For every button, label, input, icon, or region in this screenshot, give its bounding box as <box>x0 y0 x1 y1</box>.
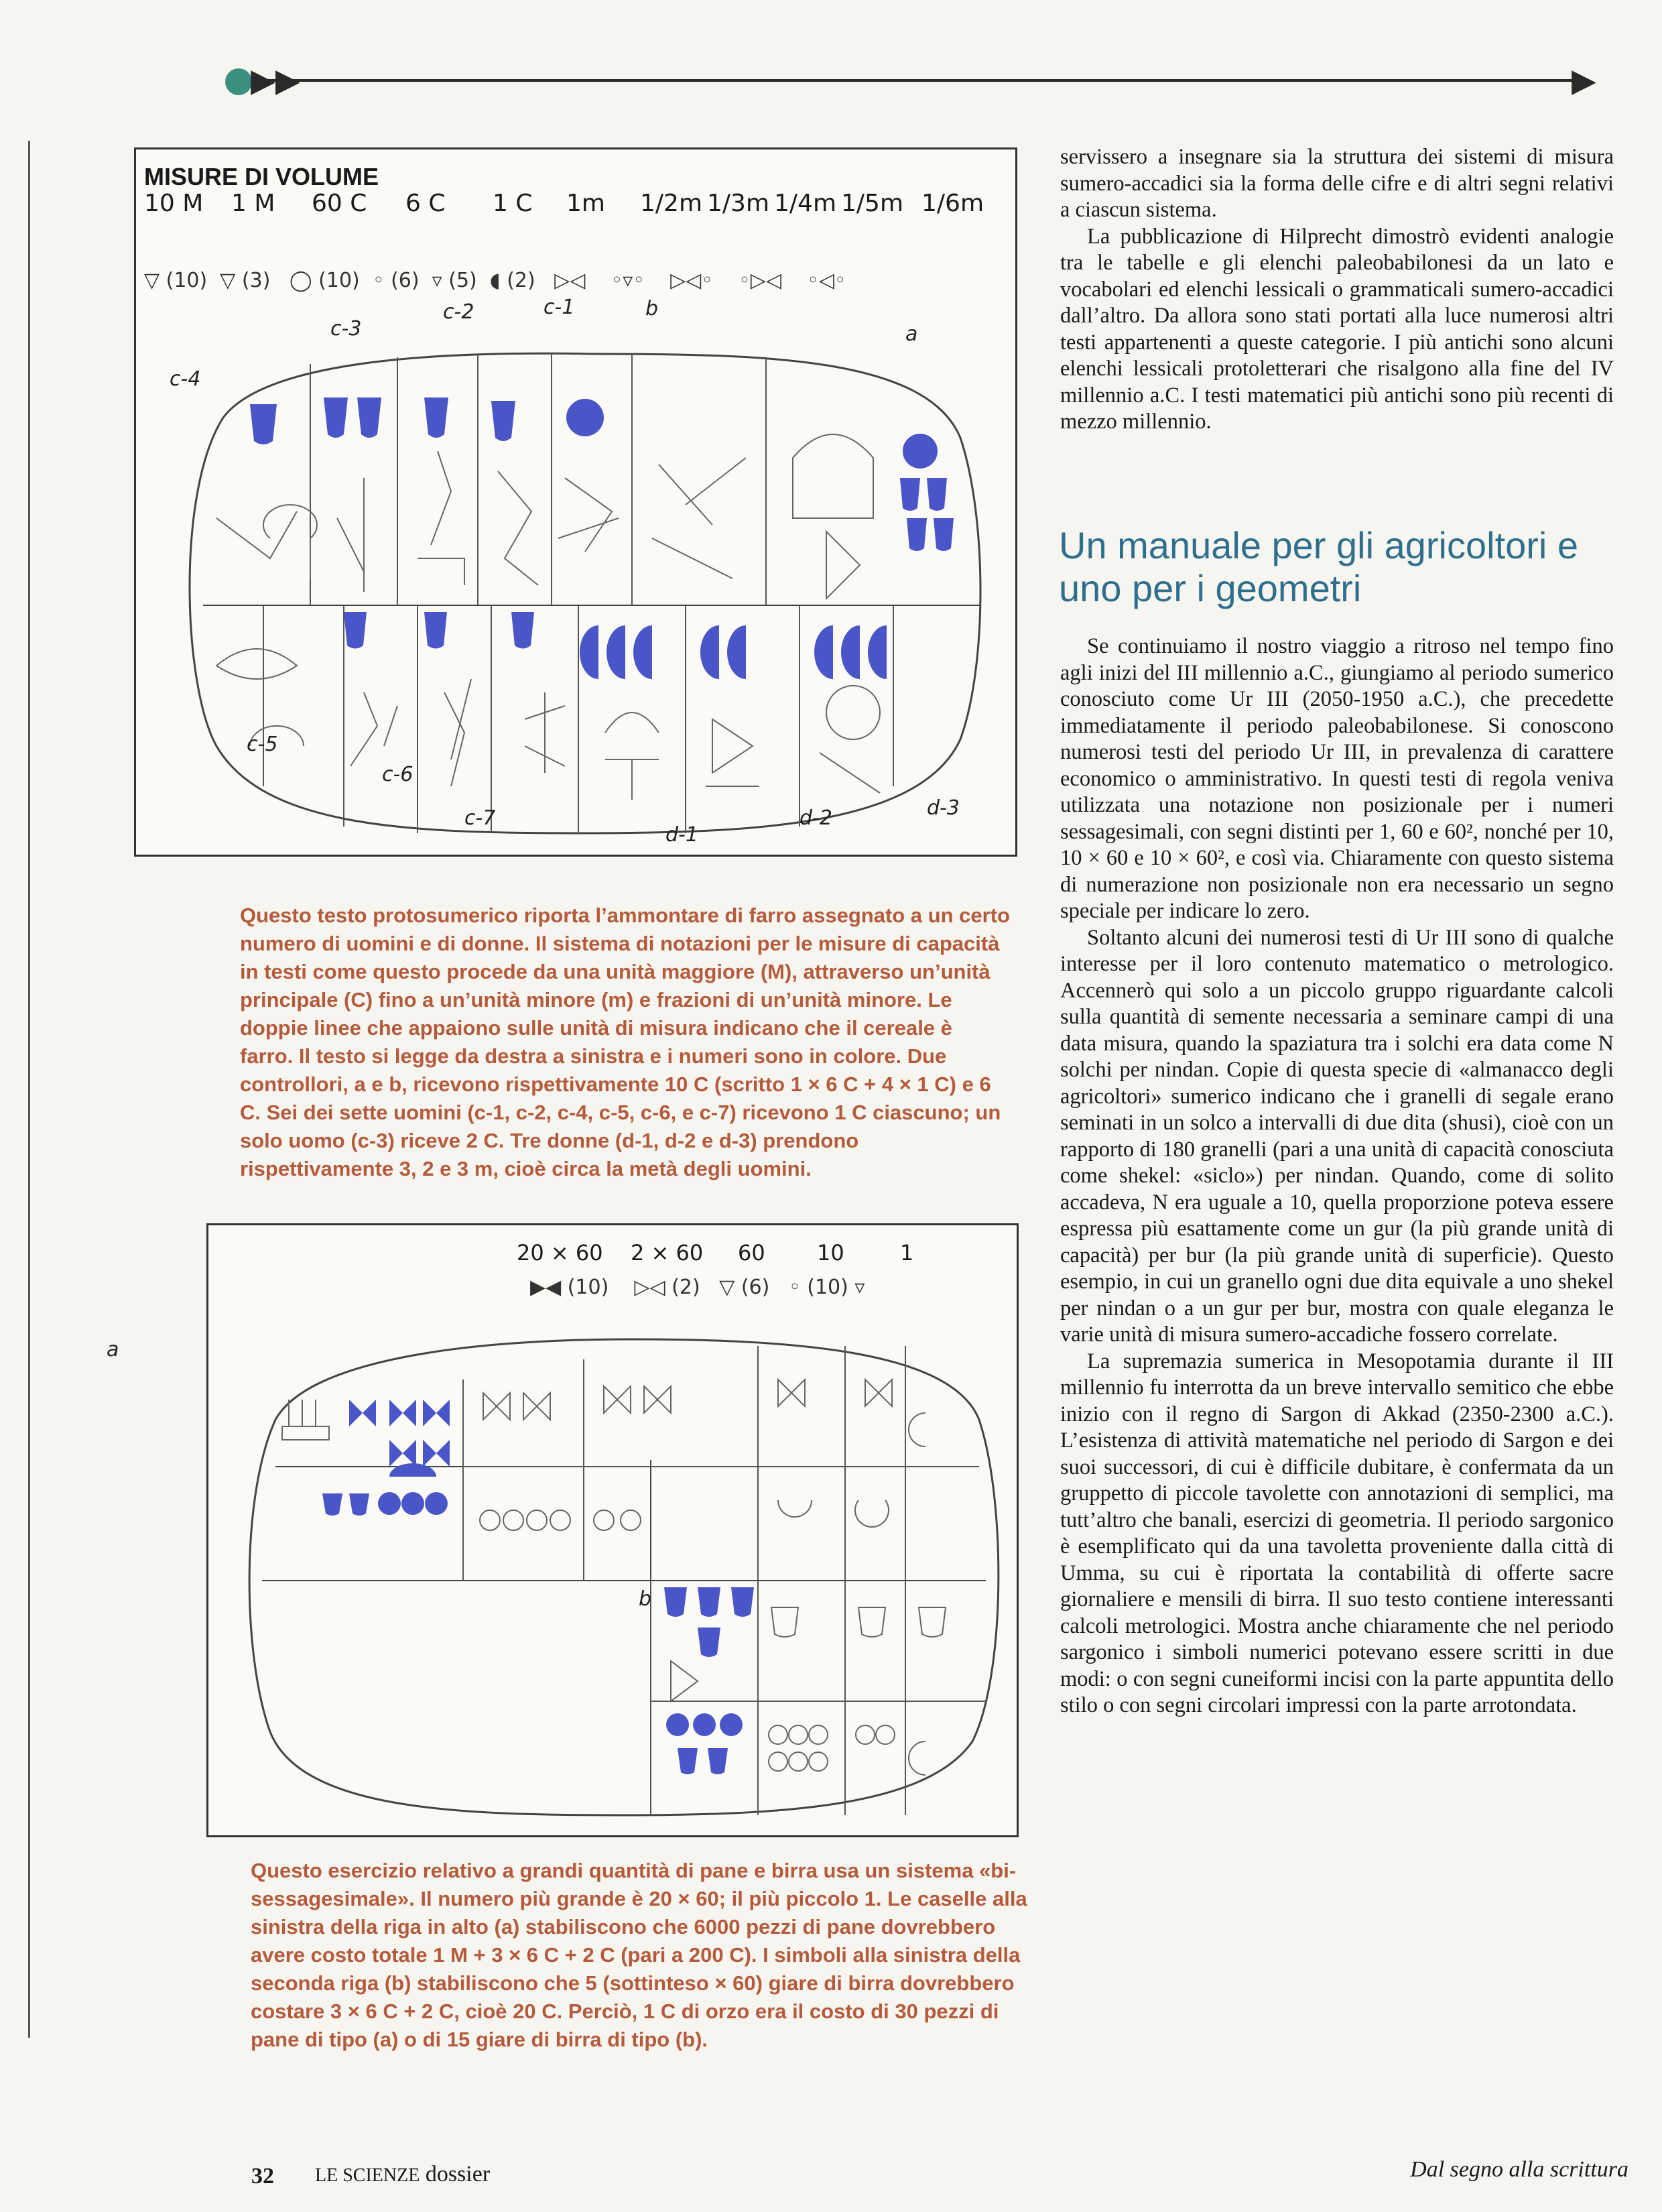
tablet-drawing <box>229 1326 1006 1822</box>
tablet-drawing <box>163 317 994 847</box>
label-a: a <box>107 1338 119 1361</box>
publication-title: LE SCIENZE <box>315 2165 420 2186</box>
caption-figure-1: Questo testo protosumerico riporta l’ammontare di farro assegnato a un certo numero di uomini e di donne. Il sistema di notazioni per le misure di capacità in testi come questo procede da una unità maggiore (M), attraverso un’unità principale (C) fino a un’unità minore (m) e frazioni di un’unità minore. Le doppie linee che appaiono sulle unità di misura indicano che il cereale è farro. Il testo si legge da destra a sinistra e i numeri sono in colore. Due controllori, a e b, ricevono rispettivamente 10 C (scritto 1 × 6 C + 4 × 1 C) e 6 C. Sei dei sette uomini (c-1, c-2, c-4, c-5, c-6, e c-7) ricevono 1 C ciascuno; un solo uomo (c-3) riceve 2 C. Tre donne (d-1, d-2 e d-3) prendono rispettivamente 3, 2 e 3 m, cioè circa la metà degli uomini. <box>240 904 1010 1180</box>
paragraph: La pubblicazione di Hilprecht dimostrò evidenti analogie tra le tabelle e gli elenchi paleobabilonesi da un lato e vocabolari ed elenchi lessicali o grammaticali sumero-accadici dall’altro. Da allora sono stati portati alla luce numerosi altri testi appartenenti a queste categorie. I più antichi sono alcuni elenchi lessicali protoletterari che risalgono alla fine del IV millennio a.C. I testi matematici più antichi sono più recenti di mezzo millennio. <box>1060 224 1614 434</box>
cup-icon: ▿ <box>432 269 442 292</box>
end-arrow-icon: ▶ <box>1572 62 1596 99</box>
unit-label: 6 C <box>405 190 446 217</box>
double-arrow-icon: ▶▶ <box>251 62 300 99</box>
unit-label: 1 C <box>493 190 533 217</box>
label-c-1: c-1 <box>544 296 575 319</box>
label-b: b <box>645 297 659 320</box>
label-c-3: c-3 <box>330 317 362 341</box>
unit-symbols-row: ▶◀ (10) ▷◁ (2) ▽ (6) ◦ (10) ▿ <box>530 1276 865 1299</box>
unit-label: 1m <box>566 190 605 217</box>
top-dot-ornament <box>225 68 252 95</box>
section-heading: Un manuale per gli agricoltori e uno per i geometri <box>1059 524 1579 609</box>
unit-label: 1/6m <box>921 190 984 217</box>
circle-icon: ◯ <box>290 269 312 292</box>
unit-label: 1 M <box>231 190 275 217</box>
unit-label: 10 M <box>144 190 204 217</box>
top-rule <box>228 79 1575 82</box>
bowtie-icon: ▶◀ <box>530 1276 562 1299</box>
paragraph: La supremazia sumerica in Mesopotamia durante il III millennio fu interrotta da un breve intervallo semitico che ebbe inizio con il regno di Sargon di Akkad (2350-2300 a.C.). L’esistenza di attività matematiche nel periodo di Sargon e dei suoi successori, di cui è difficile dubitare, è confermata da un gruppetto di piccole tavolette con annotazioni di semplici, ma tutt’altro che banali, esercizi di geometria. Il periodo sargonico è esemplificato qui da una tavoletta proveniente dalla città di Umma, su cui è riportata la contabilità di offerte sacre giornaliere e mensili di birra. Il suo testo contiene interessanti calcoli metrologici. Mostra anche chiaramente che nel periodo sargonico i simboli numerici potevano essere scritti in due modi: o con segni cuneiformi incisi con la parte appuntita dello stilo o con segni circolari impressi con la parte arrotondata. <box>1060 1349 1614 1717</box>
figure-title: MISURE DI VOLUME <box>144 163 379 190</box>
bowtie-icon: ▷◁ <box>634 1276 665 1299</box>
label-b: b <box>639 1587 652 1611</box>
page-number: 32 <box>251 2164 274 2189</box>
paragraph: servissero a insegnare sia la struttura dei sistemi di misura sumero-accadici sia la forma delle cifre e di altri segni relativi a ciascun sistema. <box>1060 145 1614 222</box>
label-d-2: d-2 <box>800 806 832 830</box>
text-column-top <box>1060 144 1614 436</box>
label-c-5: c-5 <box>247 733 278 756</box>
caption-figure-2: Questo esercizio relativo a grandi quantità di pane e birra usa un sistema «bi-sessagesimale». Il numero più grande è 20 × 60; il più piccolo 1. Le caselle alla sinistra della riga in alto (a) stabiliscono che 6000 pezzi di pane dovrebbero avere costo totale 1 M + 3 × 6 C + 2 C (pari a 200 C). I simboli alla sinistra della seconda riga (b) stabiliscono che 5 (sottinteso × 60) giare di birra dovrebbero costare 3 × 6 C + 2 C, cioè 20 C. Perciò, 1 C di orzo era il costo di 30 pezzi di pane di tipo (a) o di 15 giare di birra di tipo (b). <box>251 1859 1027 2051</box>
cup-icon: ▽ <box>220 269 236 292</box>
text-column-bottom <box>1060 633 1614 1719</box>
label-c-4: c-4 <box>170 367 201 391</box>
figure-volume-tablet <box>134 147 1017 857</box>
label-d-3: d-3 <box>927 796 960 820</box>
figure-bread-beer-tablet <box>107 1223 1019 1837</box>
label-a: a <box>905 322 918 346</box>
label-d-1: d-1 <box>665 823 698 847</box>
unit-label: 1/4m <box>774 190 837 217</box>
unit-label: 60 <box>738 1240 765 1266</box>
small-circle-icon: ◦ <box>789 1276 801 1299</box>
unit-label: 60 C <box>312 190 367 217</box>
running-title: Dal segno alla scrittura <box>1410 2157 1628 2182</box>
crescent-icon: ◖ <box>489 269 501 292</box>
unit-symbols-row: ▽ (10) ▽ (3) ◯ (10) ◦ (6) ▿ (5) ◖ (2) ▷◁ ◦▿◦ ▷◁◦ ◦▷◁ ◦◁◦ <box>144 269 846 292</box>
unit-label: 20 × 60 <box>517 1240 603 1266</box>
paragraph: Se continuiamo il nostro viaggio a ritroso nel tempo fino agli inizi del III millennio a.C., giungiamo al periodo sumerico conosciuto come Ur III (2050-1950 a.C.), che precedette immediatamente il periodo paleobabilonese. Si conoscono numerosi testi del periodo Ur III, in prevalenza di carattere economico o amministrativo. In questi testi di regola veniva utilizzata una notazione non posizionale per i numeri sessagesimali, con segni distinti per 1, 60 e 60², nonché per 10, 10 × 60 e 10 × 60², e così via. Chiaramente con questo sistema di numerazione non posizionale non era necessario un segno speciale per indicare lo zero. <box>1060 634 1614 923</box>
cup-icon: ▽ <box>144 269 160 292</box>
label-c-6: c-6 <box>382 763 413 786</box>
label-c-7: c-7 <box>464 806 496 830</box>
unit-label: 10 <box>817 1240 844 1266</box>
label-c-2: c-2 <box>443 300 474 324</box>
unit-label: 1/3m <box>707 190 770 217</box>
cup-icon: ▽ <box>719 1276 735 1299</box>
paragraph: Soltanto alcuni dei numerosi testi di Ur III sono di qualche interesse per il loro contenuto matematico o metrologico. Accennerò qui solo a un piccolo gruppo riguardante calcoli sulla quantità di semente necessaria a seminare campi di una data misura, quando la spaziatura tra i solchi era data come N solchi per nindan. Copie di questa specie di «almanacco degli agricoltori» sumerico indicano che i granelli di segale erano seminati in un solco a intervalli di due dita (shusi), cioè con un rapporto di 180 granelli (pari a una unità di capacità conosciuta come shekel: «siclo») per nindan. Quando, come di solito accadeva, N era uguale a 10, quella proporzione poteva essere espressa più esattamente come un gur (la più grande unità di capacità) per bur (la più grande unità di superficie). Questo esempio, in cui un granello ogni due dita equivale a uno shekel per nindan o a un gur per bur, mostra con quale eleganza le varie unità di misura sumero-accadiche fossero correlate. <box>1060 925 1614 1347</box>
publication-name <box>315 2162 490 2187</box>
unit-label: 2 × 60 <box>631 1240 704 1266</box>
small-circle-icon: ◦ <box>372 269 385 292</box>
publication-section: dossier <box>425 2162 491 2187</box>
margin-rule <box>28 141 30 2038</box>
unit-label: 1/2m <box>640 190 703 217</box>
unit-label: 1/5m <box>841 190 904 217</box>
unit-label: 1 <box>900 1240 914 1266</box>
